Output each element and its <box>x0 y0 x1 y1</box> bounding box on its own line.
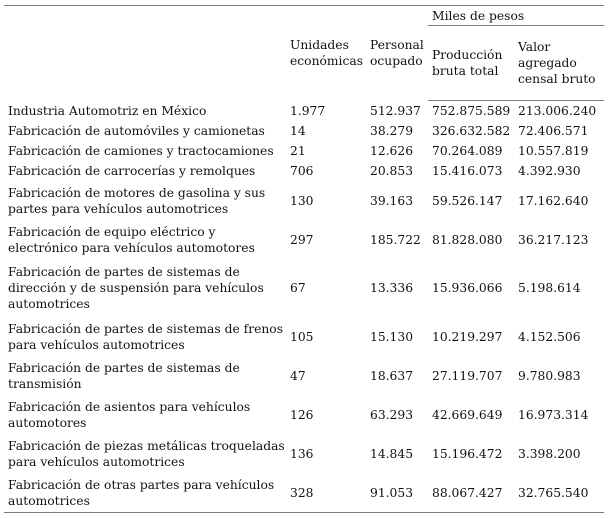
unidades-cell: 67 <box>290 281 306 295</box>
produccion-cell: 81.828.080 <box>432 232 503 247</box>
personal-cell: 38.279 <box>370 124 414 138</box>
valor-agregado-header: Valor agregado censal bruto <box>514 26 604 101</box>
valor-cell: 9.780.983 <box>518 368 581 383</box>
table-row <box>4 101 604 122</box>
valor-cell: 36.217.123 <box>518 232 589 247</box>
produccion-cell: 752.875.589 <box>432 104 511 118</box>
personal-cell: 13.336 <box>370 281 414 295</box>
produccion-cell: 70.264.089 <box>432 144 503 158</box>
table-row <box>4 317 604 356</box>
valor-cell: 5.198.614 <box>518 281 581 295</box>
row-name: Fabricación de equipo eléctrico y electrónico para vehículos automotores <box>8 224 255 255</box>
automotive-industry-table <box>4 5 604 513</box>
row-name: Fabricación de asientos para vehículos automotores <box>8 399 251 430</box>
valor-cell: 3.398.200 <box>518 446 581 461</box>
table-row <box>4 141 604 161</box>
table-row <box>4 121 604 141</box>
row-name: Fabricación de carrocerías y remolques <box>8 164 256 178</box>
valor-cell: 17.162.640 <box>518 193 589 208</box>
produccion-cell: 42.669.649 <box>432 407 503 422</box>
produccion-cell: 326.632.582 <box>432 124 511 138</box>
unidades-cell: 706 <box>290 164 314 178</box>
row-name: Fabricación de partes de sistemas de frenos para vehículos automotrices <box>8 321 283 352</box>
table-row <box>4 161 604 181</box>
unidades-cell: 105 <box>290 329 314 344</box>
row-name: Fabricación de otras partes para vehículos automotrices <box>4 473 286 513</box>
personal-cell: 12.626 <box>370 144 414 158</box>
unidades-cell: 130 <box>290 193 314 208</box>
unidades-header: Unidades económicas <box>286 6 366 101</box>
produccion-cell: 88.067.427 <box>428 473 514 513</box>
unidades-cell: 21 <box>290 144 306 158</box>
table-row <box>4 356 604 395</box>
row-name: Industria Automotriz en México <box>8 103 207 118</box>
valor-cell: 10.557.819 <box>518 144 589 158</box>
produccion-cell: 59.526.147 <box>432 193 503 208</box>
unidades-cell: 126 <box>290 407 314 422</box>
personal-cell: 512.937 <box>370 103 421 118</box>
personal-cell: 15.130 <box>370 329 414 344</box>
valor-cell: 4.392.930 <box>518 164 581 178</box>
unidades-cell: 14 <box>290 124 306 138</box>
valor-cell: 72.406.571 <box>518 124 589 138</box>
table-row <box>4 473 604 513</box>
personal-cell: 185.722 <box>370 232 421 247</box>
produccion-cell: 15.416.073 <box>432 164 503 178</box>
table-row <box>4 259 604 317</box>
valor-cell: 32.765.540 <box>514 473 604 513</box>
valor-cell: 213.006.240 <box>518 104 597 118</box>
personal-cell: 63.293 <box>370 407 414 422</box>
unidades-cell: 1.977 <box>290 103 326 118</box>
row-name: Fabricación de camiones y tractocamiones <box>8 144 274 158</box>
table-row <box>4 395 604 434</box>
unidades-cell: 297 <box>290 232 314 247</box>
miles-de-pesos-header: Miles de pesos <box>428 6 604 26</box>
row-name: Fabricación de piezas metálicas troqueladas para vehículos automotrices <box>8 438 285 469</box>
produccion-cell: 10.219.297 <box>432 329 503 344</box>
valor-cell: 16.973.314 <box>518 407 589 422</box>
table-row <box>4 181 604 220</box>
unidades-cell: 136 <box>290 446 314 461</box>
personal-cell: 91.053 <box>366 473 428 513</box>
empty-header-cell <box>4 6 286 101</box>
unidades-cell: 47 <box>290 368 306 383</box>
produccion-cell: 27.119.707 <box>432 368 503 383</box>
personal-cell: 39.163 <box>370 193 414 208</box>
valor-cell: 4.152.506 <box>518 329 581 344</box>
personal-header: Personal ocupado <box>366 6 428 101</box>
personal-cell: 14.845 <box>370 446 414 461</box>
personal-cell: 20.853 <box>370 164 414 178</box>
row-name: Fabricación de partes de sistemas de dirección y de suspensión para vehículos automotrices <box>8 265 264 311</box>
table-row <box>4 220 604 259</box>
row-name: Fabricación de motores de gasolina y sus partes para vehículos automotrices <box>8 185 266 216</box>
table-row <box>4 434 604 473</box>
produccion-cell: 15.196.472 <box>432 446 503 461</box>
produccion-cell: 15.936.066 <box>432 281 503 295</box>
unidades-cell: 328 <box>286 473 366 513</box>
row-name: Fabricación de partes de sistemas de transmisión <box>8 360 240 391</box>
produccion-header: Producción bruta total <box>428 26 514 101</box>
row-name: Fabricación de automóviles y camionetas <box>8 124 265 138</box>
personal-cell: 18.637 <box>370 368 414 383</box>
